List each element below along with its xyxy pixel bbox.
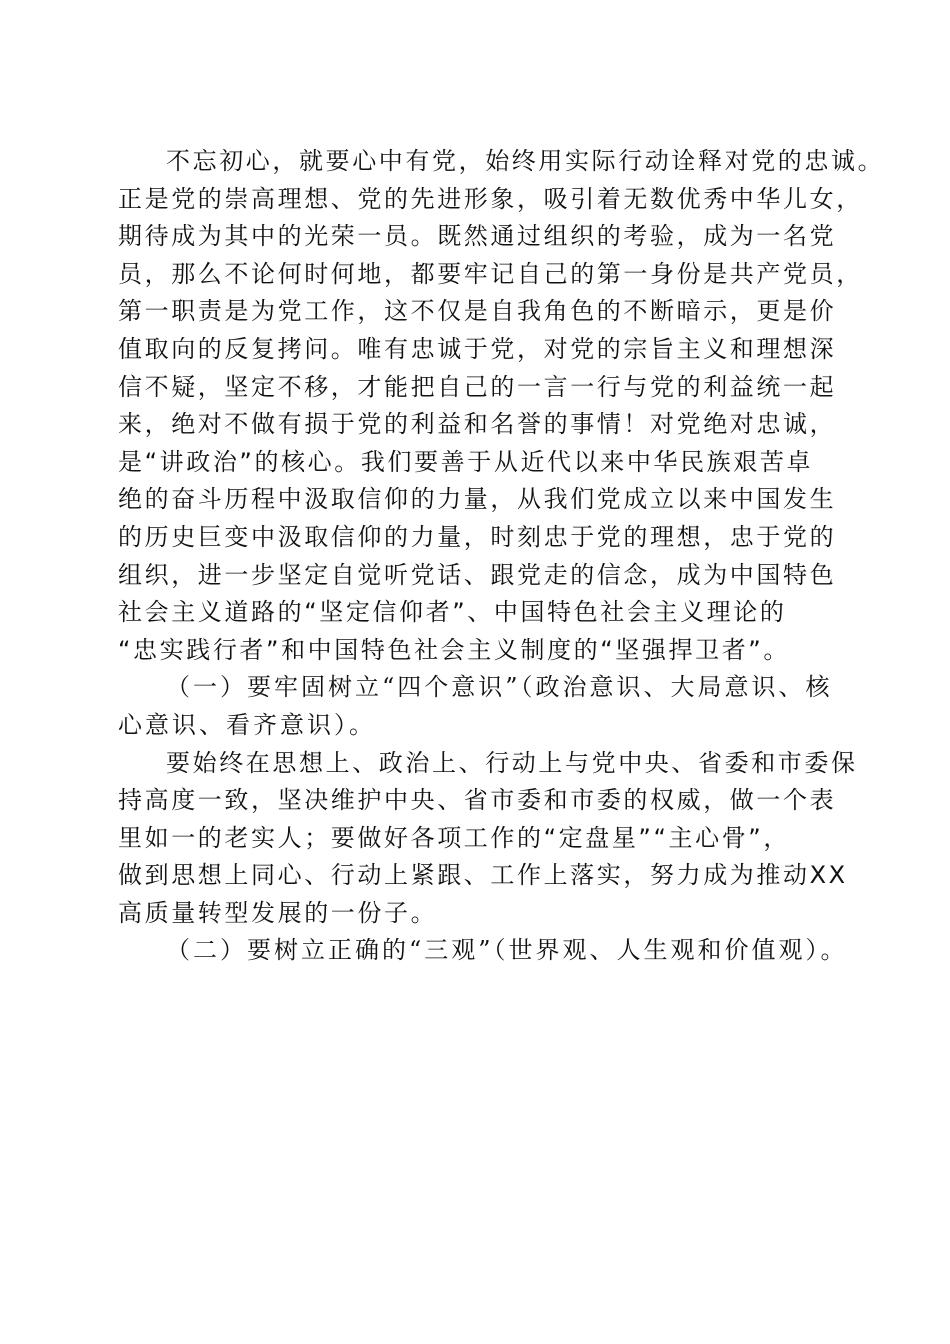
paragraph-consistency [118,745,858,933]
text-line: 组织，进一步坚定自觉听党话、跟党走的信念，成为中国特色 [118,560,837,589]
text-line: 值取向的反复拷问。唯有忠诚于党，对党的宗旨主义和理想深 [118,334,837,363]
text-line: 持高度一致，坚决维护中央、省市委和市委的权威，做一个表 [118,786,837,815]
section-heading-four-consciousness [118,669,838,744]
text-line: 是“讲政治”的核心。我们要善于从近代以来中华民族艰苦卓 [118,447,814,476]
section-heading-three-views [118,932,848,970]
heading-line: （一）要牢固树立“四个意识”（政治意识、大局意识、核 [166,673,833,702]
text-line: 期待成为其中的光荣一员。既然通过组织的考验，成为一名党 [118,222,837,251]
text-line: 员，那么不论何时何地，都要牢记自己的第一身份是共产党员， [118,259,863,288]
text-line: 做到思想上同心、行动上紧跟、工作上落实，努力成为推动XX [118,861,848,890]
text-line: 来，绝对不做有损于党的利益和名誉的事情！对党绝对忠诚， [118,410,837,439]
text-line: 社会主义道路的“坚定信仰者”、中国特色社会主义理论的 [118,598,787,627]
paragraph-loyalty [118,143,885,669]
text-line: 信不疑，坚定不移，才能把自己的一言一行与党的利益统一起 [118,372,837,401]
text-line: 绝的奋斗历程中汲取信仰的力量，从我们党成立以来中国发生 [118,485,837,514]
text-line: 高质量转型发展的一份子。 [118,898,438,927]
text-line: “忠实践行者”和中国特色社会主义制度的“坚强捍卫者”。 [118,635,790,664]
text-line: 里如一的老实人；要做好各项工作的“定盘星”“主心骨”， [118,823,790,852]
text-line: 的历史巨变中汲取信仰的力量，时刻忠于党的理想，忠于党的 [118,522,837,551]
text-line: 正是党的崇高理想、党的先进形象，吸引着无数优秀中华儿女， [118,184,863,213]
heading-line: 心意识、看齐意识）。 [118,710,376,739]
text-line: 第一职责是为党工作，这不仅是自我角色的不断暗示，更是价 [118,297,837,326]
document-page [118,143,885,970]
heading-line: （二）要树立正确的“三观”（世界观、人生观和价值观）。 [166,936,848,965]
text-line: 要始终在思想上、政治上、行动上与党中央、省委和市委保 [166,748,858,777]
text-line: 不忘初心，就要心中有党，始终用实际行动诠释对党的忠诚。 [166,147,885,175]
